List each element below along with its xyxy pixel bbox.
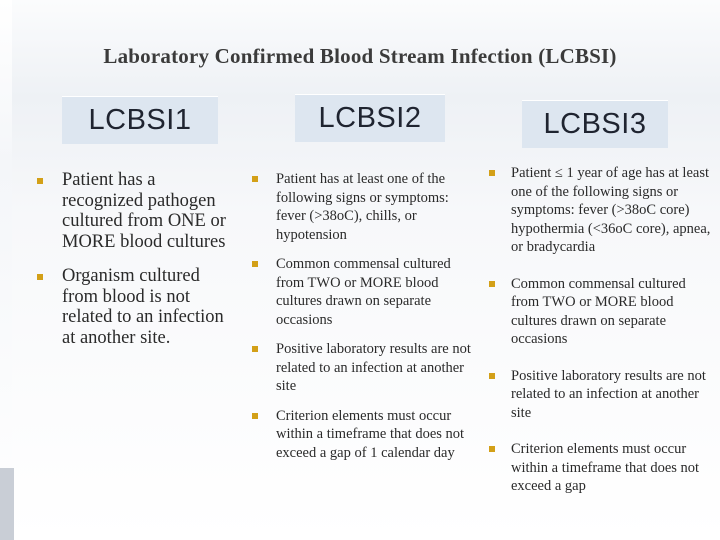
column-header-lcbsi3: LCBSI3 [522, 100, 668, 148]
column-header-lcbsi2: LCBSI2 [295, 94, 445, 142]
column-header-lcbsi1: LCBSI1 [62, 96, 218, 144]
bullet-icon [489, 373, 495, 379]
criterion-text: Patient has a recognized pathogen cultured from ONE or MORE blood cultures [62, 170, 226, 252]
bullet-icon [489, 170, 495, 176]
list-item [489, 440, 714, 496]
list-item [37, 170, 237, 252]
criterion-text: Criterion elements must occur within a timeframe that does not exceed a gap of 1 calendar day [276, 407, 465, 461]
lcbsi2-criteria-list [252, 170, 477, 473]
list-item [252, 407, 477, 463]
bullet-icon [252, 261, 258, 267]
lcbsi1-criteria-list [37, 170, 237, 362]
criterion-text: Positive laboratory results are not related to an infection at another site [276, 341, 471, 394]
bullet-icon [252, 176, 258, 182]
list-item [489, 367, 714, 423]
side-accent-bar [0, 468, 14, 540]
list-item [489, 164, 714, 257]
criterion-text: Patient ≤ 1 year of age has at least one of the following signs or symptoms: fever (>38oC core) hypothermia (<36oC core), apnea, or bradycardia [511, 165, 711, 255]
slide-title: Laboratory Confirmed Blood Stream Infection (LCBSI) [103, 44, 617, 68]
bullet-icon [37, 274, 43, 280]
list-item [252, 255, 477, 329]
list-item [252, 340, 477, 396]
criterion-text: Organism cultured from blood is not related to an infection at another site. [62, 266, 224, 348]
criterion-text: Criterion elements must occur within a timeframe that does not exceed a gap [511, 441, 700, 494]
list-item [252, 170, 477, 244]
list-item [37, 266, 237, 348]
criterion-text: Common commensal cultured from TWO or MORE blood cultures drawn on separate occasions [276, 256, 451, 328]
bullet-icon [489, 446, 495, 452]
bullet-icon [252, 413, 258, 419]
criterion-text: Common commensal cultured from TWO or MORE blood cultures drawn on separate occasions [511, 275, 686, 347]
criterion-text: Patient has at least one of the following signs or symptoms: fever (>38oC), chills, or hypotension [276, 171, 449, 243]
bullet-icon [489, 281, 495, 287]
bullet-icon [252, 346, 258, 352]
bullet-icon [37, 178, 43, 184]
lcbsi3-criteria-list [489, 164, 714, 514]
criterion-text: Positive laboratory results are not related to an infection at another site [511, 367, 706, 421]
list-item [489, 275, 714, 349]
